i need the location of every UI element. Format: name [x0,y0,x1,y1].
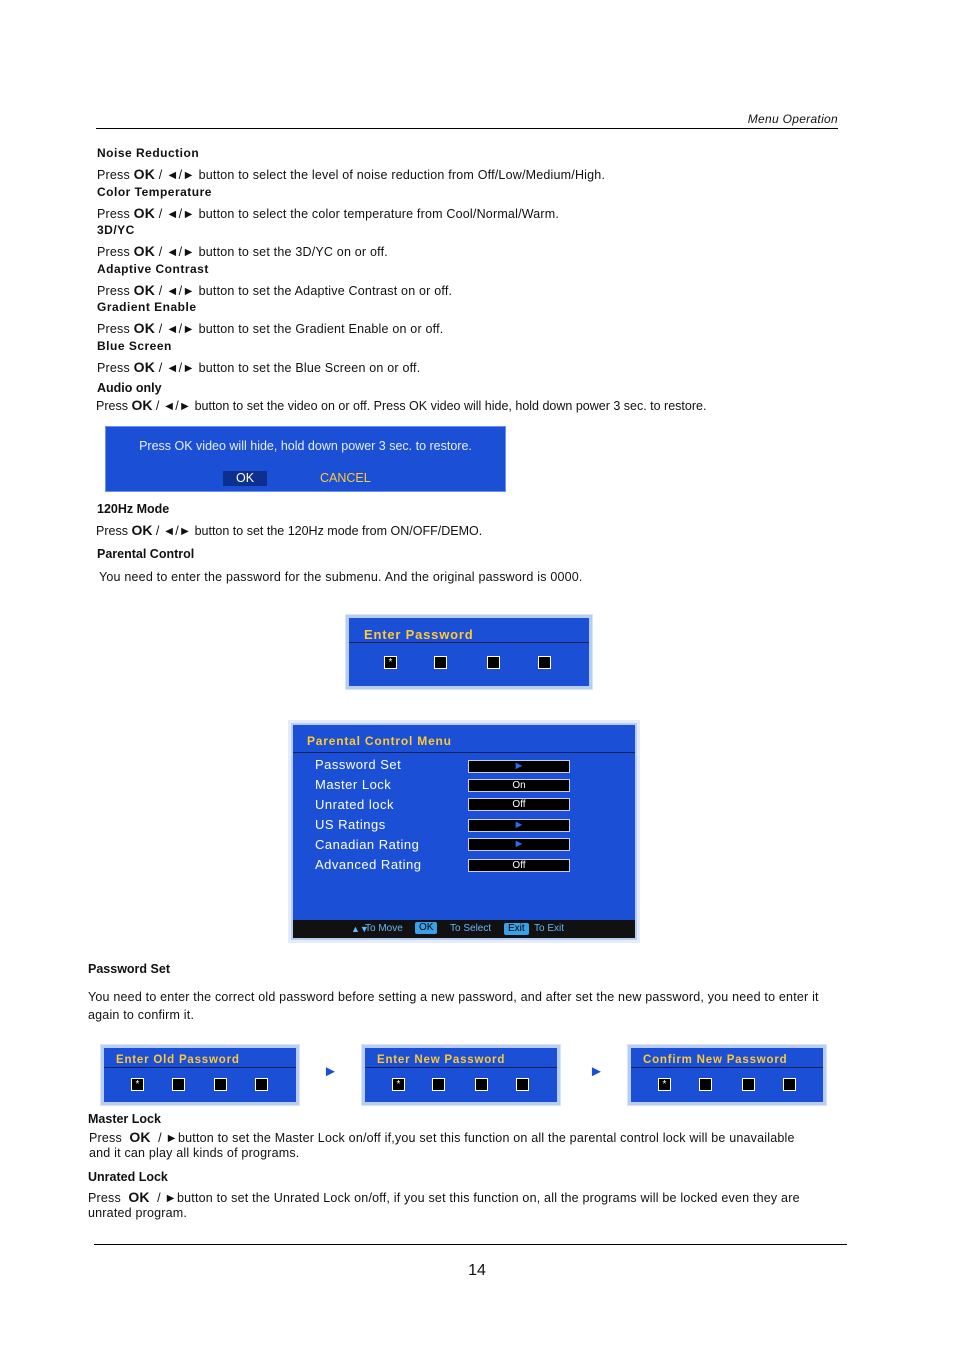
confirm-password-digit-2[interactable] [699,1078,712,1091]
text-3dyc: Press OK / ◄/► button to set the 3D/YC on or off. [97,243,388,259]
text-blue-screen: Press OK / ◄/► button to set the Blue Screen on or off. [97,359,421,375]
heading-blue-screen: Blue Screen [97,339,172,353]
menu-item-master-lock[interactable]: Master Lock [315,777,392,792]
menu-value-password-set[interactable] [468,760,570,773]
hint-exit: To Exit [534,923,565,934]
exit-key-badge: Exit [504,923,529,935]
text-password-set: You need to enter the correct old password before setting a new password, and after set the new password, you need to enter it again to confirm it. [88,990,819,1022]
text-adaptive-contrast: Press OK / ◄/► button to set the Adaptive Contrast on or off. [97,282,453,298]
header-rule [96,128,838,129]
ok-button[interactable]: OK [223,471,267,486]
heading-audio-only: Audio only [97,381,162,395]
heading-color-temperature: Color Temperature [97,185,212,199]
text-noise-reduction: Press OK / ◄/► button to select the level of noise reduction from Off/Low/Medium/High. [97,166,606,182]
text-unrated-lock: Press OK / ►button to set the Unrated Lock on/off, if you set this function on, all the programs will be locked even they are unrated program. [88,1189,800,1220]
hint-select: To Select [450,923,492,934]
menu-item-us-ratings[interactable]: US Ratings [315,817,386,832]
menu-item-advanced-rating[interactable]: Advanced Rating [315,857,422,872]
menu-item-unrated-lock[interactable]: Unrated lock [315,797,394,812]
confirm-new-password-dialog [628,1045,826,1105]
dialog-title: Confirm New Password [643,1054,788,1066]
heading-password-set: Password Set [88,962,170,976]
arrow-right-icon: ► [323,1063,338,1080]
text-audio-only: Press OK / ◄/► button to set the video on or off. Press OK video will hide, hold down power 3 sec. to restore. [96,397,707,413]
password-digit-4[interactable] [538,656,551,669]
title-rule [349,642,589,643]
heading-parental-control: Parental Control [97,547,195,561]
arrow-right-icon: ► [513,819,525,831]
menu-item-password-set[interactable]: Password Set [315,757,402,772]
menu-value-us-ratings[interactable] [468,819,570,832]
old-password-digit-3[interactable] [214,1078,227,1091]
enter-password-dialog [346,615,592,689]
heading-gradient-enable: Gradient Enable [97,300,197,314]
password-digit-2[interactable] [434,656,447,669]
title-rule [104,1067,296,1068]
heading-master-lock: Master Lock [88,1112,161,1126]
arrow-right-icon: ► [513,838,525,850]
menu-title: Parental Control Menu [307,734,452,748]
menu-value-canadian-rating[interactable] [468,838,570,851]
title-rule [365,1067,557,1068]
enter-old-password-dialog [101,1045,299,1105]
dialog-title: Enter Password [364,627,474,642]
title-rule [293,752,635,753]
hint-move: To Move [365,923,403,934]
confirm-password-digit-3[interactable] [742,1078,755,1091]
confirm-password-digit-4[interactable] [783,1078,796,1091]
text-color-temperature: Press OK / ◄/► button to select the color temperature from Cool/Normal/Warm. [97,205,560,221]
section-header: Menu Operation [747,112,838,126]
menu-value-master-lock[interactable]: On [468,779,570,792]
text-120hz-mode: Press OK / ◄/► button to set the 120Hz mode from ON/OFF/DEMO. [96,522,483,538]
footer-rule [94,1244,847,1245]
enter-new-password-dialog [362,1045,560,1105]
new-password-digit-2[interactable] [432,1078,445,1091]
heading-120hz-mode: 120Hz Mode [97,502,170,516]
text-gradient-enable: Press OK / ◄/► button to set the Gradient Enable on or off. [97,320,444,336]
text-parental-control: You need to enter the password for the submenu. And the original password is 0000. [99,570,583,584]
parental-control-menu [291,723,637,940]
ok-key-badge: OK [415,922,437,934]
audio-only-dialog [105,426,506,492]
title-rule [631,1067,823,1068]
heading-3dyc: 3D/YC [97,223,135,237]
cancel-button[interactable]: CANCEL [320,471,371,485]
password-digit-3[interactable] [487,656,500,669]
heading-adaptive-contrast: Adaptive Contrast [97,262,209,276]
dialog-title: Enter New Password [377,1054,506,1066]
confirm-password-digit-1[interactable]: * [658,1078,671,1091]
up-down-icon: ▲▼ [351,924,369,934]
menu-item-canadian-rating[interactable]: Canadian Rating [315,837,420,852]
dialog-title: Enter Old Password [116,1054,240,1066]
text-master-lock: Press OK / ►button to set the Master Lock on/off if,you set this function on all the parental control lock will be unavailable and it can play all kinds of programs. [89,1129,795,1160]
menu-hint-bar [293,920,635,938]
menu-value-advanced-rating[interactable]: Off [468,859,570,872]
heading-noise-reduction: Noise Reduction [97,146,200,160]
old-password-digit-4[interactable] [255,1078,268,1091]
arrow-right-icon: ► [589,1063,604,1080]
new-password-digit-1[interactable]: * [392,1078,405,1091]
heading-unrated-lock: Unrated Lock [88,1170,168,1184]
new-password-digit-3[interactable] [475,1078,488,1091]
new-password-digit-4[interactable] [516,1078,529,1091]
page-number: 14 [468,1262,486,1279]
password-digit-1[interactable]: * [384,656,397,669]
old-password-digit-1[interactable]: * [131,1078,144,1091]
dialog-message: Press OK video will hide, hold down power 3 sec. to restore. [139,439,472,453]
old-password-digit-2[interactable] [172,1078,185,1091]
menu-value-unrated-lock[interactable]: Off [468,798,570,811]
arrow-right-icon: ► [513,760,525,772]
